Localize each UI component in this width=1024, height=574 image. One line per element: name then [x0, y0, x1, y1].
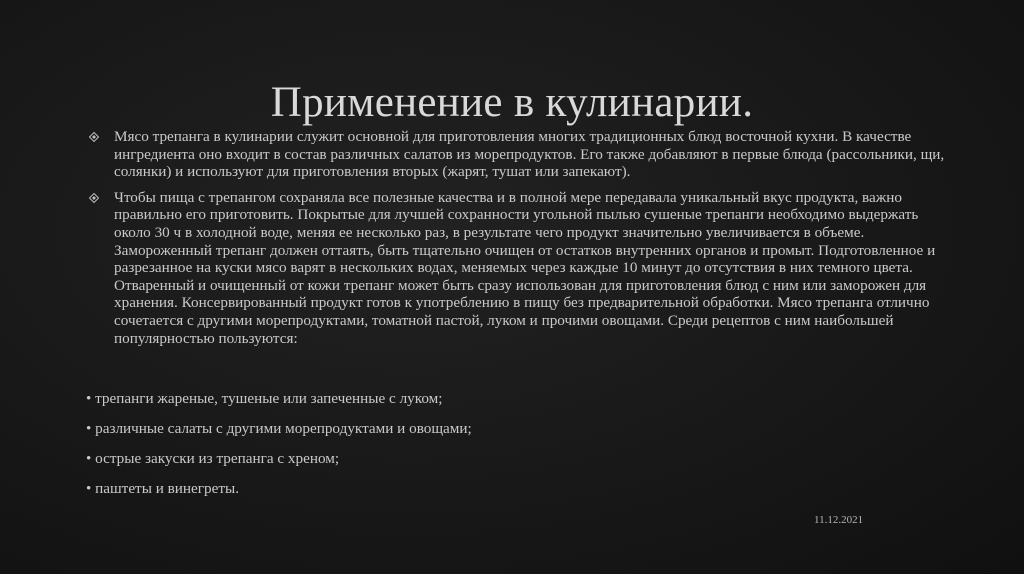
paragraph-1-text: Мясо трепанга в кулинарии служит основной для приготовления многих традиционных блюд восточной кухни. В качестве ингредиента оно входит в состав различных салатов из морепродуктов. Его также добавляют в первые блюда (рассольники, щи, солянки) и используют для приготовления вторых (жарят, тушат или запекают). — [114, 128, 945, 181]
list-item: • острые закуски из трепанга с хреном; — [86, 450, 340, 467]
diamond-bullet-icon — [89, 193, 99, 203]
list-item: • паштеты и винегреты. — [86, 480, 239, 497]
paragraph-2-text: Чтобы пища с трепангом сохраняла все полезные качества и в полной мере передавала уникальный вкус продукта, важно правильно его приготовить. Покрытые для лучшей сохранности угольной пылью сушеные трепанги необходимо выдержать около 30 ч в холодной воде, меняя ее несколько раз, в результате чего продукт значительно увеличивается в объеме. Замороженный трепанг должен оттаять, быть тщательно очищен от остатков внутренних органов и промыт. Подготовленное и разрезанное на куски мясо варят в нескольких водах, меняемых через каждые 10 минут до отсутствия в них темного цвета. Отваренный и очищенный от кожи трепанг может быть сразу использован для приготовления блюд с ним или заморожен для хранения. Консервированный продукт готов к употреблению в пищу без предварительной обработки. Мясо трепанга отлично сочетается с другими морепродуктами, томатной пастой, луком и прочими овощами. Среди рецептов с ним наибольшей популярностью пользуются: — [114, 188, 936, 347]
list-item: • трепанги жареные, тушеные или запеченные с луком; — [86, 390, 443, 407]
recipe-list — [86, 390, 956, 510]
diamond-bullet-icon — [89, 132, 99, 142]
slide-date: 11.12.2021 — [814, 514, 864, 526]
slide-body — [86, 128, 956, 355]
slide-title: Применение в кулинарии. — [270, 79, 754, 126]
list-item: • различные салаты с другими морепродуктами и овощами; — [86, 420, 472, 437]
paragraph-2 — [86, 189, 956, 347]
paragraph-1 — [86, 128, 956, 181]
